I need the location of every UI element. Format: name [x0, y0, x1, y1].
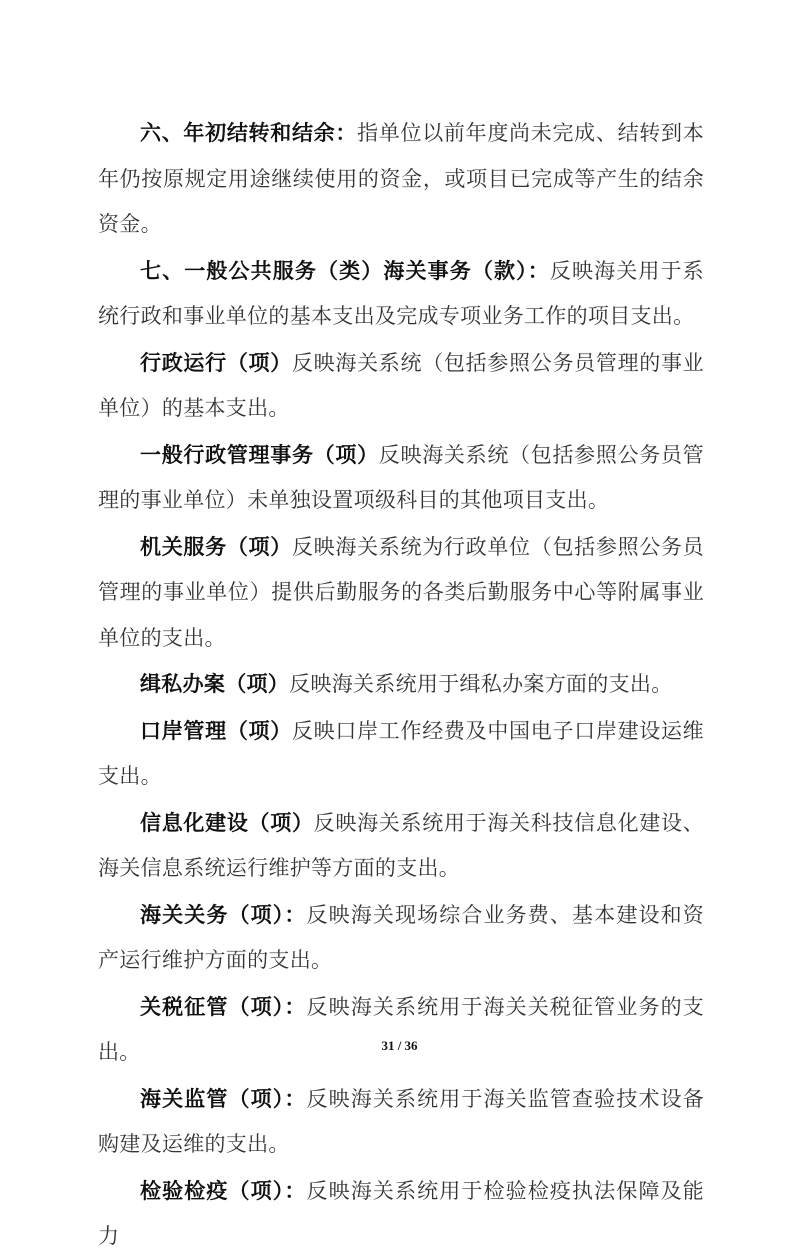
paragraph-desc: 反映海关系统（包括参照公务员管理的事业单位）的基本支出。 — [98, 350, 704, 420]
paragraph-term: 海关监管（项）： — [140, 1085, 307, 1111]
paragraph-term: 检验检疫（项）： — [140, 1177, 307, 1203]
paragraph-term: 口岸管理（项） — [140, 717, 292, 743]
paragraph-desc: 反映海关现场综合业务费、基本建设和资产运行维护方面的支出。 — [98, 902, 704, 972]
paragraph-term: 关税征管（项）： — [140, 993, 307, 1019]
paragraph-term: 行政运行（项） — [140, 349, 292, 375]
paragraph-port-management — [98, 708, 704, 800]
paragraph-desc: 反映海关系统用于海关关税征管业务的支出。 — [98, 994, 704, 1064]
paragraph-customs-affairs — [98, 248, 704, 340]
paragraph-term: 一般行政管理事务（项） — [140, 441, 379, 467]
page-body — [98, 110, 704, 1260]
paragraph-desc: 反映口岸工作经费及中国电子口岸建设运维支出。 — [98, 718, 704, 788]
paragraph-carryover-balance — [98, 110, 704, 248]
paragraph-desc: 反映海关系统用于缉私办案方面的支出。 — [289, 672, 673, 696]
paragraph-administrative-operation — [98, 340, 704, 432]
paragraph-general-admin-affairs — [98, 432, 704, 524]
paragraph-tariff-collection — [98, 984, 704, 1076]
paragraph-customs-supervision — [98, 1076, 704, 1168]
paragraph-term: 海关关务（项）： — [140, 901, 307, 927]
paragraph-term: 七、一般公共服务（类）海关事务（款）： — [140, 257, 550, 283]
paragraph-desc: 反映海关系统用于检验检疫执法保障及能力 — [98, 1178, 704, 1248]
paragraph-informatization — [98, 800, 704, 892]
paragraph-term: 六、年初结转和结余： — [140, 120, 358, 145]
paragraph-term: 缉私办案（项） — [140, 671, 290, 696]
paragraph-desc: 反映海关用于系统行政和事业单位的基本支出及完成专项业务工作的项目支出。 — [98, 258, 704, 328]
paragraph-inspection-quarantine — [98, 1168, 704, 1260]
page-number: 31 / 36 — [381, 1038, 418, 1053]
paragraph-anti-smuggling — [98, 661, 704, 708]
paragraph-agency-services — [98, 524, 704, 662]
paragraph-customs-operations — [98, 892, 704, 984]
paragraph-term: 机关服务（项） — [140, 533, 292, 559]
paragraph-desc: 反映海关系统（包括参照公务员管理的事业单位）未单独设置项级科目的其他项目支出。 — [98, 442, 704, 512]
paragraph-desc: 反映海关系统为行政单位（包括参照公务员管理的事业单位）提供后勤服务的各类后勤服务中心等附属事业单位的支出。 — [98, 534, 704, 650]
paragraph-term: 信息化建设（项） — [140, 809, 314, 835]
paragraph-desc: 反映海关系统用于海关监管查验技术设备购建及运维的支出。 — [98, 1086, 704, 1156]
paragraph-desc: 指单位以前年度尚未完成、结转到本年仍按原规定用途继续使用的资金，或项目已完成等产生的结余资金。 — [98, 121, 704, 236]
paragraph-desc: 反映海关系统用于海关科技信息化建设、海关信息系统运行维护等方面的支出。 — [98, 810, 704, 880]
